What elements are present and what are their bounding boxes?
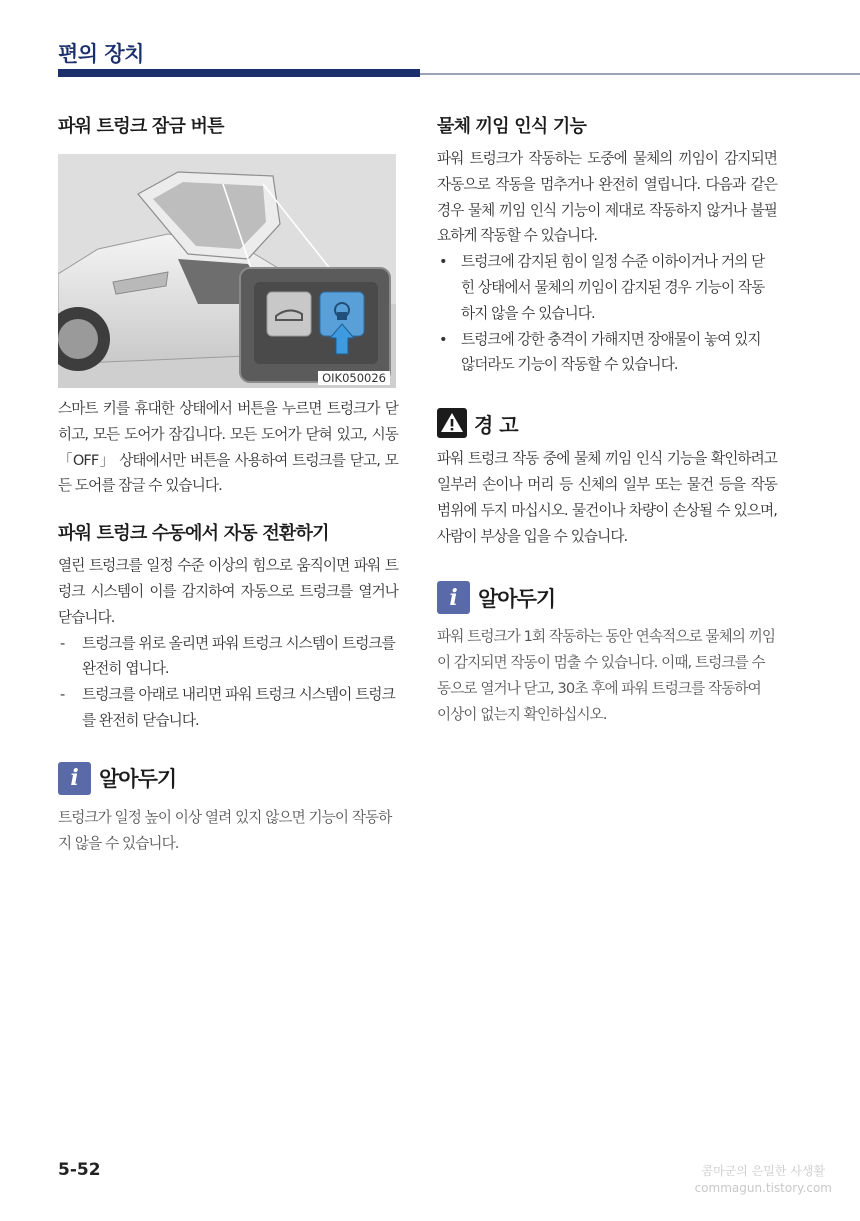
- object-detection-list: [437, 249, 777, 378]
- list-item: [437, 249, 777, 326]
- header-rule: [420, 73, 860, 75]
- manual-to-auto-paragraph: 열린 트렁크를 일정 수준 이상의 힘으로 움직이면 파워 트렁크 시스템이 이를 감지하여 자동으로 트렁크를 열거나 닫습니다.: [58, 557, 398, 626]
- info-icon: i: [437, 581, 470, 614]
- header-bar: [58, 69, 420, 77]
- list-item-text: 트렁크를 위로 올리면 파워 트렁크 시스템이 트렁크를 완전히 엽니다.: [82, 634, 395, 678]
- warning-text: 파워 트렁크 작동 중에 물체 끼임 인식 기능을 확인하려고 일부러 손이나 머리 등 신체의 일부 또는 물건 등을 작동 범위에 두지 마십시오. 물건이나 차량이 손상될 수 있으며, 사람이 부상을 입을 수 있습니다.: [437, 450, 777, 545]
- page-number: 5-52: [58, 1160, 101, 1180]
- list-item: [437, 327, 777, 379]
- section-heading-object-detection: 물체 끼임 인식 기능: [437, 116, 587, 137]
- section-heading-manual-to-auto: 파워 트렁크 수동에서 자동 전환하기: [58, 523, 329, 545]
- note-text: 파워 트렁크가 1회 작동하는 동안 연속적으로 물체의 끼임이 감지되면 작동이 멈출 수 있습니다. 이때, 트렁크를 수동으로 열거나 닫고, 30초 후에 파워 트렁크를 작동하여 이상이 없는지 확인하십시오.: [437, 628, 776, 723]
- info-icon: i: [58, 762, 91, 795]
- header-title: 편의 장치: [58, 42, 144, 66]
- note-heading: [58, 762, 398, 795]
- list-item: [58, 682, 398, 734]
- left-column: [58, 112, 398, 856]
- warning-heading: [437, 408, 777, 438]
- dash-marker: -: [60, 686, 65, 704]
- figure-code: OIK050026: [318, 371, 390, 385]
- bullet-marker: •: [439, 253, 447, 271]
- note-text: 트렁크가 일정 높이 이상 열려 있지 않으면 기능이 작동하지 않을 수 있습니다.: [58, 808, 392, 852]
- list-item-text: 트렁크를 아래로 내리면 파워 트렁크 시스템이 트렁크를 완전히 닫습니다.: [82, 686, 395, 729]
- right-column: [437, 112, 777, 728]
- bullet-marker: •: [439, 330, 447, 348]
- note-title: 알아두기: [99, 767, 177, 792]
- list-item-text: 트렁크에 강한 충격이 가해지면 장애물이 놓여 있지 않더라도 기능이 작동할 수 있습니다.: [461, 330, 761, 374]
- car-trunk-illustration: [58, 154, 396, 388]
- list-item-text: 트렁크에 감지된 힘이 일정 수준 이하이거나 거의 닫힌 상태에서 물체의 끼임이 감지된 경우 기능이 작동하지 않을 수 있습니다.: [461, 253, 765, 322]
- warning-triangle-icon: [437, 408, 467, 438]
- object-detection-paragraph: 파워 트렁크가 작동하는 도중에 물체의 끼임이 감지되면 자동으로 작동을 멈추거나 완전히 열립니다. 다음과 같은 경우 물체 끼임 인식 기능이 제대로 작동하지 않거나 불필요하게 작동할 수 있습니다.: [437, 150, 777, 245]
- watermark: [695, 1163, 832, 1197]
- trunk-figure: [58, 154, 396, 388]
- manual-to-auto-list: [58, 631, 398, 734]
- watermark-line1: 콤마군의 은밀한 사생활: [701, 1164, 826, 1178]
- note-heading: [437, 581, 777, 614]
- lock-button-paragraph: 스마트 키를 휴대한 상태에서 버튼을 누르면 트렁크가 닫히고, 모든 도어가 잠깁니다. 모든 도어가 닫혀 있고, 시동 「OFF」 상태에서만 버튼을 사용하여 트렁크를 닫고, 모든 도어를 잠글 수 있습니다.: [58, 400, 398, 495]
- warning-title: 경 고: [474, 412, 519, 437]
- watermark-line2: commagun.tistory.com: [694, 1181, 832, 1195]
- section-heading-lock-button: 파워 트렁크 잠금 버튼: [58, 116, 224, 137]
- note-title: 알아두기: [478, 586, 556, 611]
- list-item: [58, 631, 398, 683]
- dash-marker: -: [60, 634, 65, 652]
